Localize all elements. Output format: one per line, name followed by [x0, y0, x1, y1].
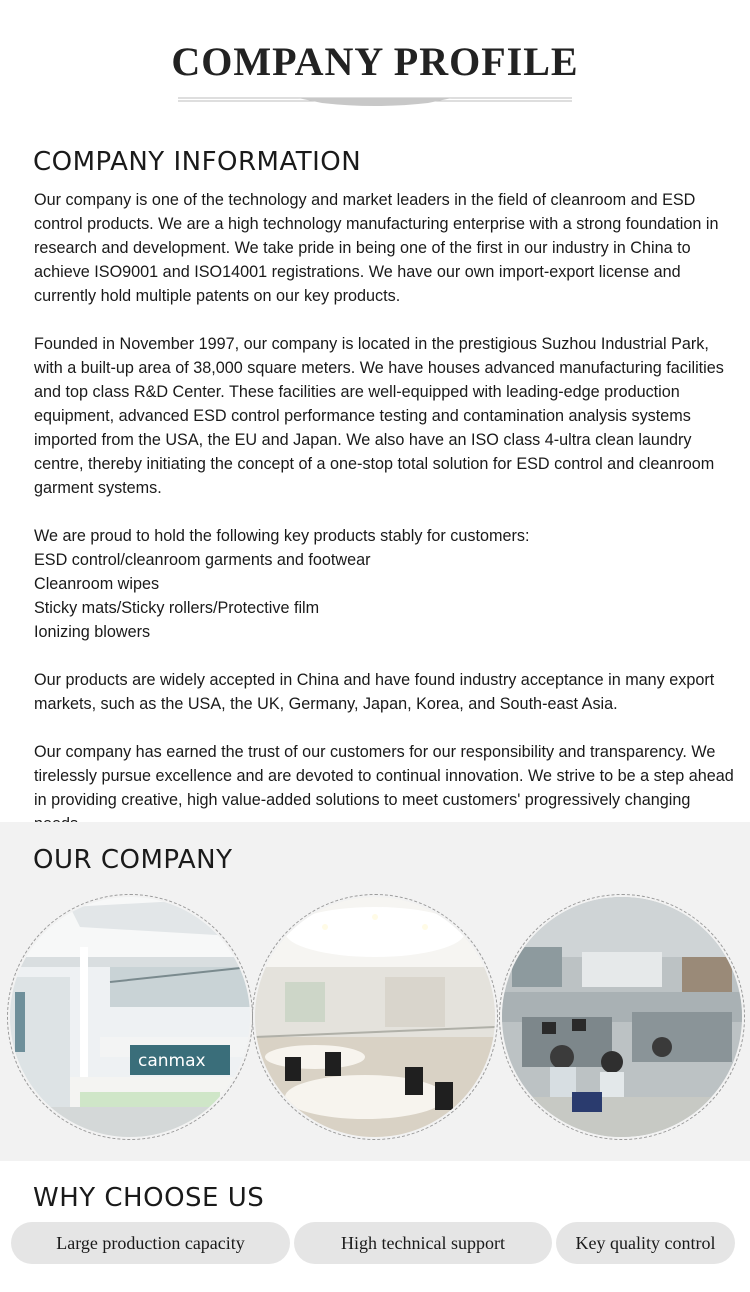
lobby-sign-text: canmax — [138, 1051, 206, 1071]
feature-pill-quality-control: Key quality control — [556, 1222, 735, 1264]
feature-pill-production-capacity: Large production capacity — [11, 1222, 290, 1264]
page-title: COMPANY PROFILE — [171, 39, 579, 84]
info-paragraph: Our company is one of the technology and market leaders in the field of cleanroom and ESD control products. We are a high technology manufacturing enterprise with a strong foundation in research and development. We take pride in being one of the first in our industry in China to achieve ISO9001 and ISO14001 registrations. We have our own import-export license and currently hold multiple patents on our key products. — [34, 191, 719, 305]
why-choose-us-heading: WHY CHOOSE US — [33, 1183, 265, 1213]
info-paragraph: Our products are widely accepted in China and have found industry acceptance in many export markets, such as the USA, the UK, Germany, Japan, Korea, and South-east Asia. — [34, 671, 715, 713]
meeting-area-photo — [255, 897, 495, 1137]
title-divider — [178, 94, 572, 110]
company-information-heading: COMPANY INFORMATION — [33, 147, 362, 177]
info-paragraph: We are proud to hold the following key products stably for customers: ESD control/cleanroom garments and footwear Cleanroom wipes Sticky mats/Sticky rollers/Protective film Ionizing blowers — [34, 527, 530, 641]
company-information-body — [34, 188, 739, 860]
lobby-photo — [10, 897, 250, 1137]
info-paragraph: Founded in November 1997, our company is located in the prestigious Suzhou Industrial Park, with a built-up area of 38,000 square meters. We have houses advanced manufacturing facilities and top class R&D Center. These facilities are well-equipped with leading-edge production equipment, advanced ESD control performance testing and contamination analysis systems imported from the USA, the EU and Japan. We also have an ISO class 4-ultra clean laundry centre, thereby initiating the concept of a one-stop total solution for ESD control and cleanroom garment systems. — [34, 335, 724, 497]
our-company-heading: OUR COMPANY — [33, 845, 233, 875]
info-paragraph: Our company has earned the trust of our customers for our responsibility and transparency. We tirelessly pursue excellence and are devoted to continual innovation. We strive to be a step ahead in providing creative, high value-added solutions to meet customers' progressively changing — [34, 743, 734, 809]
feature-pill-technical-support: High technical support — [294, 1222, 552, 1264]
office-photo — [502, 897, 742, 1137]
